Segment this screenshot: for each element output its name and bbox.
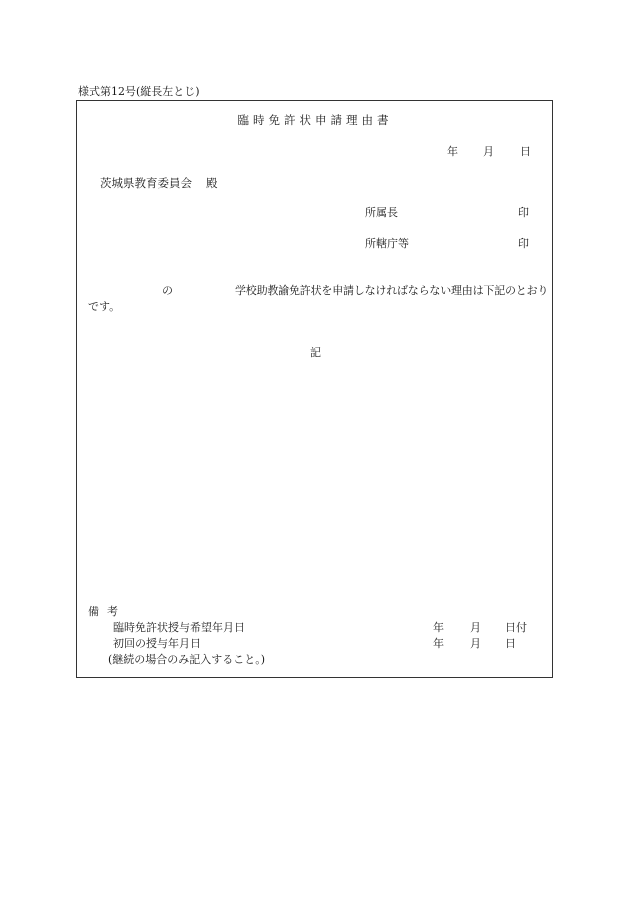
addressee-honorific: 殿 xyxy=(206,176,218,190)
body-text: 学校助教諭免許状を申請しなければならない理由は下記のとおり xyxy=(235,284,549,297)
remarks-row-year: 年 xyxy=(433,621,444,634)
remarks-note: (継続の場合のみ記入すること。) xyxy=(108,653,266,666)
ki-heading: 記 xyxy=(310,346,321,359)
remarks-row-year: 年 xyxy=(433,637,444,650)
remarks-row-day: 日 xyxy=(505,637,516,650)
remarks-row-month: 月 xyxy=(470,621,481,634)
seal-mark-principal: 印 xyxy=(518,206,529,219)
remarks-row-label: 臨時免許状授与希望年月日 xyxy=(113,621,245,634)
remarks-row-label: 初回の授与年月日 xyxy=(113,637,201,650)
addressee-name: 茨城県教育委員会 xyxy=(100,176,192,190)
form-number: 様式第12号(縦長左とじ) xyxy=(78,85,200,98)
signature-label-principal: 所属長 xyxy=(365,206,398,219)
date-month-label: 月 xyxy=(483,145,494,158)
form-title: 臨時免許状申請理由書 xyxy=(237,113,393,127)
remarks-row-month: 月 xyxy=(470,637,481,650)
signature-label-authority: 所轄庁等 xyxy=(365,237,409,250)
date-day-label: 日 xyxy=(520,145,531,158)
remarks-row-day: 日付 xyxy=(505,621,527,634)
body-particle: の xyxy=(162,284,173,297)
body-text-continuation: です。 xyxy=(88,300,121,313)
date-year-label: 年 xyxy=(447,145,458,158)
seal-mark-authority: 印 xyxy=(518,237,529,250)
remarks-label: 備考 xyxy=(88,605,126,618)
